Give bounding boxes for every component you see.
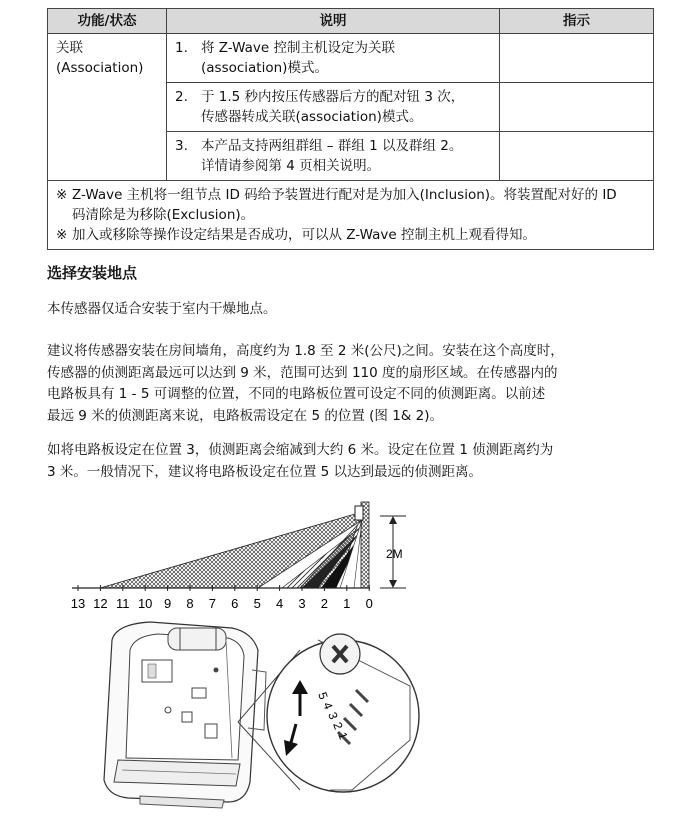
paragraph-line: 本传感器仅适合安装于室内干燥地点。 [47,301,277,317]
step-text: 于 1.5 秒内按压传感器后方的配对钮 3 次， [201,89,465,105]
paragraph-line: 如将电路板设定在位置 3，侦测距离会缩减到大约 6 米。设定在位置 1 侦测距离约为 [47,442,554,458]
step-number: 2. [175,89,188,105]
notes-cell [48,181,654,250]
detection-beams [100,512,362,588]
step-text: 详情请参阅第 4 页相关说明。 [201,158,381,174]
zoom-detail [238,634,419,792]
paragraph-line: 建议将传感器安装在房间墙角，高度约为 1.8 至 2 米(公尺)之间。安装在这个高度时， [47,343,564,359]
paragraph-line: 3 米。一般情况下，建议将电路板设定在位置 5 以达到最远的侦测距离。 [47,463,483,480]
indication-cell [500,83,654,132]
note-item [56,225,645,245]
scale-label: 12 [93,596,108,611]
step-cell [167,132,500,181]
note-text: 码清除是为移除(Exclusion)。 [72,207,255,223]
paragraph-line: 电路板具有 1 - 5 可调整的位置，不同的电路板位置可设定不同的侦测距离。以前述 [47,386,546,402]
scale-label: 1 [343,596,351,611]
row-label-line: 关联 [56,40,83,56]
step-cell [167,34,500,83]
paragraph [47,341,657,427]
row-label-association [48,34,167,181]
table-row [48,34,654,83]
scale-label: 6 [231,596,239,611]
note-text: 加入或移除等操作设定结果是否成功，可以从 Z-Wave 控制主机上观看得知。 [72,227,536,243]
position-label: 4 [320,700,336,712]
scale-label: 3 [298,596,306,611]
scale-label: 7 [208,596,217,611]
table-notes-row [48,181,654,250]
step-text: 传感器转成关联(association)模式。 [201,109,423,125]
paragraph-line: 传感器的侦测距离最远可以达到 9 米，范围可达到 110 度的扇形区域。在传感器内的 [47,364,558,381]
scale-label: 8 [186,596,194,611]
scale-label: 13 [70,596,86,611]
scale-label: 4 [275,596,284,611]
association-table [47,8,654,250]
detection-range-figure [0,490,700,834]
step-text: (association)模式。 [201,60,328,76]
header-indication: 指示 [500,9,654,34]
scale-label: 11 [116,596,130,611]
step-number: 3. [175,138,188,154]
scale-label: 9 [163,596,172,611]
step-cell [167,83,500,132]
scale-label: 10 [137,596,153,611]
note-mark: ※ [56,227,68,243]
step-text: 将 Z-Wave 控制主机设定为关联 [201,40,395,56]
sensor-board-illustration [104,622,266,808]
paragraph-line: 最远 9 米的侦测距离来说，电路板需设定在 5 的位置 (图 1& 2)。 [47,407,443,424]
distance-scale [71,585,373,611]
scale-label: 2 [320,596,329,611]
paragraph [47,440,657,483]
scale-label: 0 [365,596,373,611]
note-item [56,185,645,225]
position-label: 3 [325,710,341,722]
header-description: 说明 [167,9,500,34]
note-text: Z-Wave 主机将一组节点 ID 码给予装置进行配对是为加入(Inclusion)。将装置配对好的 ID [72,187,617,203]
step-text: 本产品支持两组群组 – 群组 1 以及群组 2。 [201,138,463,154]
height-dimension [380,516,406,588]
section-title: 选择安装地点 [47,264,138,282]
indication-cell [500,34,654,83]
indication-cell [500,132,654,181]
step-number: 1. [175,40,188,56]
table-header-row [48,9,654,34]
paragraph [47,299,657,321]
position-label: 5 [315,690,331,702]
row-label-line: (Association) [56,60,144,76]
height-label: 2M [386,547,403,561]
note-mark: ※ [56,187,68,203]
scale-label: 5 [253,596,261,611]
position-label: 2 [330,720,346,732]
header-function: 功能/状态 [48,9,167,34]
position-label: 1 [335,730,351,742]
